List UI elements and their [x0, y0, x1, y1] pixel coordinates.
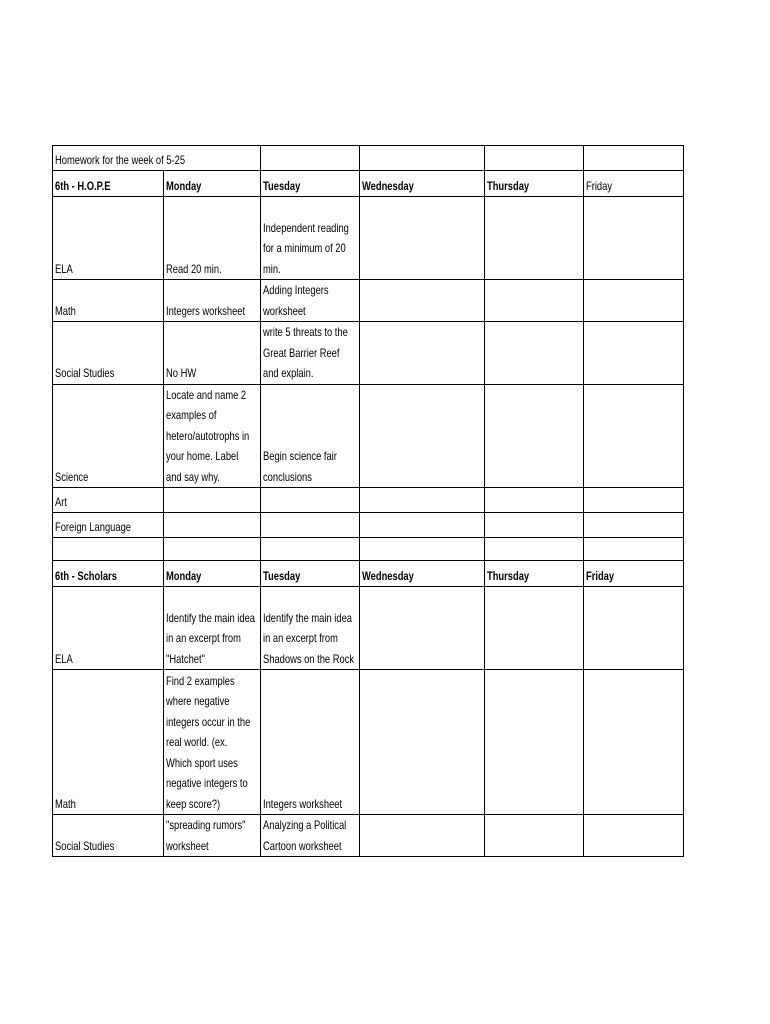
empty-cell[interactable]: [584, 513, 684, 538]
cell-text-line: conclusions: [263, 469, 312, 484]
subject-cell[interactable]: [53, 815, 164, 857]
scholars-day-thursday[interactable]: Thursday: [485, 561, 584, 587]
subject-label: Science: [55, 469, 89, 484]
empty-cell[interactable]: [164, 538, 261, 561]
hope-row-foreign-language: [53, 513, 684, 538]
cell-text-line: Cartoon worksheet: [263, 838, 342, 853]
empty-cell[interactable]: [584, 322, 684, 385]
empty-cell[interactable]: [485, 280, 584, 322]
hope-day-thursday[interactable]: Thursday: [485, 171, 584, 197]
subject-label: Social Studies: [55, 838, 115, 853]
empty-cell[interactable]: [485, 146, 584, 171]
subject-cell[interactable]: [53, 513, 164, 538]
subject-label: Art: [55, 494, 67, 509]
cell-text-line: Adding Integers: [263, 283, 329, 297]
empty-cell[interactable]: [584, 384, 684, 488]
cell-text-line: in an excerpt from: [166, 631, 241, 645]
homework-table: [52, 145, 684, 857]
empty-cell[interactable]: [261, 538, 360, 561]
cell-text-line: Great Barrier Reef: [263, 345, 340, 360]
empty-cell[interactable]: [360, 384, 485, 488]
empty-cell[interactable]: [360, 322, 485, 385]
cell-text-line: integers occur in the: [166, 714, 251, 729]
empty-cell[interactable]: [53, 538, 164, 561]
subject-label: Math: [55, 303, 76, 318]
empty-cell[interactable]: [360, 280, 485, 322]
empty-cell[interactable]: [485, 197, 584, 280]
subject-cell[interactable]: [53, 197, 164, 280]
cell-text-line: write 5 threats to the: [263, 325, 348, 339]
cell-text-line: Begin science fair: [263, 449, 337, 463]
sheet-title-cell[interactable]: [53, 146, 261, 171]
cell-text-line: your home. Label: [166, 449, 239, 463]
scholars-group-cell[interactable]: 6th - Scholars: [53, 561, 164, 587]
monday-cell[interactable]: [164, 488, 261, 513]
cell-text-line: examples of: [166, 408, 217, 422]
cell-text-line: worksheet: [263, 303, 306, 318]
subject-cell[interactable]: [53, 384, 164, 488]
subject-label: Social Studies: [55, 366, 115, 380]
cell-text-line: Integers worksheet: [166, 303, 246, 318]
hope-day-monday[interactable]: Monday: [164, 171, 261, 197]
empty-cell[interactable]: [261, 146, 360, 171]
monday-cell[interactable]: [164, 280, 261, 322]
subject-cell[interactable]: [53, 488, 164, 513]
tuesday-cell[interactable]: [261, 513, 360, 538]
cell-text-line: Shadows on the Rock: [263, 651, 355, 666]
cell-text-line: negative integers to: [166, 776, 248, 790]
hope-row-art: [53, 488, 684, 513]
scholars-day-tuesday[interactable]: Tuesday: [261, 561, 360, 587]
empty-cell[interactable]: [485, 488, 584, 513]
cell-text-line: "spreading rumors": [166, 818, 246, 832]
cell-text-line: Which sport uses: [166, 755, 238, 770]
hope-row-math: [53, 280, 684, 322]
hope-group-label: 6th - H.O.P.E: [55, 178, 111, 193]
scholars-row-social-studies: [53, 815, 684, 857]
monday-cell[interactable]: [164, 513, 261, 538]
hope-row-science: [53, 384, 684, 488]
empty-cell[interactable]: [584, 670, 684, 815]
empty-cell[interactable]: [584, 280, 684, 322]
cell-text-line: real world. (ex.: [166, 735, 228, 749]
hope-day-friday[interactable]: Friday: [584, 171, 684, 197]
monday-cell[interactable]: [164, 384, 261, 488]
scholars-row-math: [53, 670, 684, 815]
subject-label: ELA: [55, 261, 73, 276]
title-row: [53, 146, 684, 171]
subject-label: ELA: [55, 651, 73, 666]
cell-text-line: and say why.: [166, 469, 220, 484]
tuesday-cell[interactable]: [261, 670, 360, 815]
scholars-day-friday[interactable]: Friday: [584, 561, 684, 587]
scholars-row-ela: [53, 587, 684, 670]
hope-header-row: [53, 171, 684, 197]
empty-cell[interactable]: [485, 670, 584, 815]
monday-cell[interactable]: [164, 322, 261, 385]
cell-text-line: Locate and name 2: [166, 387, 247, 402]
empty-cell[interactable]: [584, 197, 684, 280]
subject-cell[interactable]: [53, 587, 164, 670]
subject-label: Foreign Language: [55, 519, 131, 534]
cell-text-line: Identify the main idea: [166, 610, 255, 625]
scholars-day-wednesday[interactable]: Wednesday: [360, 561, 485, 587]
hope-day-wednesday[interactable]: Wednesday: [360, 171, 485, 197]
empty-cell[interactable]: [360, 538, 485, 561]
spacer-row: [53, 538, 684, 561]
empty-cell[interactable]: [360, 513, 485, 538]
cell-text-line: "Hatchet": [166, 651, 205, 666]
empty-cell[interactable]: [485, 513, 584, 538]
empty-cell[interactable]: [360, 815, 485, 857]
empty-cell[interactable]: [584, 815, 684, 857]
tuesday-cell[interactable]: [261, 384, 360, 488]
hope-group-cell[interactable]: [53, 171, 164, 197]
hope-row-ela: [53, 197, 684, 280]
empty-cell[interactable]: [485, 587, 584, 670]
tuesday-cell[interactable]: [261, 587, 360, 670]
empty-cell[interactable]: [360, 488, 485, 513]
cell-text-line: keep score?): [166, 796, 221, 811]
scholars-header-row: [53, 561, 684, 587]
tuesday-cell[interactable]: [261, 322, 360, 385]
tuesday-cell[interactable]: [261, 280, 360, 322]
cell-text-line: and explain.: [263, 366, 314, 380]
cell-text-line: for a minimum of 20: [263, 241, 346, 255]
empty-cell[interactable]: [360, 587, 485, 670]
empty-cell[interactable]: [360, 146, 485, 171]
cell-text-line: in an excerpt from: [263, 631, 338, 645]
monday-cell[interactable]: [164, 587, 261, 670]
tuesday-cell[interactable]: [261, 488, 360, 513]
subject-label: Math: [55, 796, 76, 811]
scholars-day-monday[interactable]: Monday: [164, 561, 261, 587]
empty-cell[interactable]: [360, 670, 485, 815]
cell-text-line: Independent reading: [263, 220, 349, 235]
empty-cell[interactable]: [485, 538, 584, 561]
cell-text-line: Identify the main idea: [263, 610, 352, 625]
subject-cell[interactable]: [53, 280, 164, 322]
cell-text-line: Integers worksheet: [263, 796, 343, 811]
tuesday-cell[interactable]: [261, 815, 360, 857]
cell-text-line: hetero/autotrophs in: [166, 428, 250, 443]
empty-cell[interactable]: [584, 146, 684, 171]
empty-cell[interactable]: [485, 384, 584, 488]
hope-row-social-studies: [53, 322, 684, 385]
empty-cell[interactable]: [584, 587, 684, 670]
empty-cell[interactable]: [485, 815, 584, 857]
subject-cell[interactable]: [53, 322, 164, 385]
cell-text-line: Analyzing a Political: [263, 818, 347, 832]
empty-cell[interactable]: [360, 197, 485, 280]
monday-cell[interactable]: [164, 815, 261, 857]
cell-text-line: Find 2 examples: [166, 673, 235, 688]
cell-text-line: No HW: [166, 366, 197, 380]
cell-text-line: where negative: [166, 694, 230, 708]
cell-text-line: Read 20 min.: [166, 261, 222, 276]
empty-cell[interactable]: [584, 488, 684, 513]
cell-text-line: min.: [263, 261, 281, 276]
subject-cell[interactable]: [53, 670, 164, 815]
sheet-title: Homework for the week of 5-25: [55, 152, 186, 167]
hope-day-tuesday[interactable]: Tuesday: [261, 171, 360, 197]
monday-cell[interactable]: [164, 670, 261, 815]
empty-cell[interactable]: [584, 538, 684, 561]
monday-cell[interactable]: [164, 197, 261, 280]
tuesday-cell[interactable]: [261, 197, 360, 280]
cell-text-line: worksheet: [166, 838, 209, 853]
empty-cell[interactable]: [485, 322, 584, 385]
